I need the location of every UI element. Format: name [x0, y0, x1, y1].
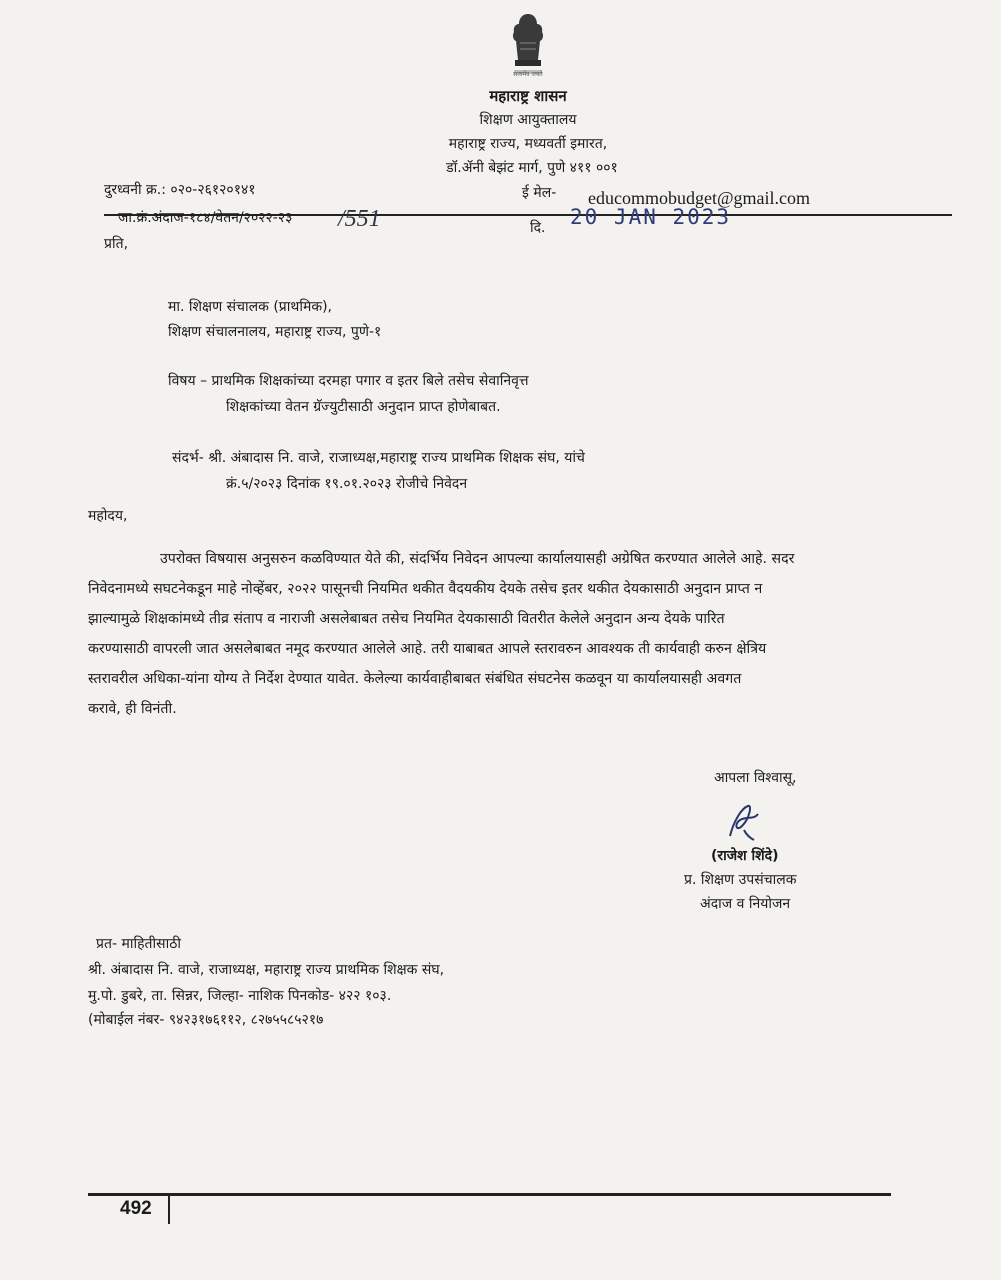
- footer-divider: [88, 1193, 891, 1196]
- prati-label: प्रति,: [104, 236, 129, 252]
- recipient-line1: मा. शिक्षण संचालक (प्राथमिक),: [168, 299, 332, 315]
- email-label: ई मेल-: [522, 185, 557, 201]
- signatory-department: अंदाज व नियोजन: [700, 896, 791, 912]
- body-line: झाल्यामुळे शिक्षकांमध्ये तीव्र संताप व नाराजी असलेबाबत तसेच नियमित देयकासाठी वितरीत केलेले अनुदान अन्य देयके पारित: [88, 611, 725, 627]
- office-address-line2: डॉ.ॲनी बेझंट मार्ग, पुणे ४११ ००१: [446, 160, 618, 176]
- closing-yours: आपला विश्वासू,: [714, 770, 797, 786]
- reference-number: जा.क्रं.अंदाज-१८४/वेतन/२०२२-२३: [118, 210, 293, 226]
- body-line: करण्यासाठी वापरली जात असलेबाबत नमूद करण्यात आलेले आहे. तरी याबाबत आपले स्तरावरुन आवश्यक ती कार्यवाही करुन क्षेत्रिय: [88, 641, 767, 657]
- page-number: 492: [120, 1198, 152, 1219]
- sandarbh-line1: संदर्भ- श्री. अंबादास नि. वाजे, राजाध्यक्ष,महाराष्ट्र राज्य प्राथमिक शिक्षक संघ, यांचे: [172, 450, 585, 466]
- phone-number: दुरध्वनी क्र.: ०२०-२६१२०१४१: [104, 182, 256, 198]
- date-label: दि.: [530, 220, 546, 236]
- office-address-line1: महाराष्ट्र राज्य, मध्यवर्ती इमारत,: [448, 136, 608, 152]
- body-line: करावे, ही विनंती.: [88, 701, 177, 717]
- signature-icon: [724, 802, 764, 844]
- signatory-designation: प्र. शिक्षण उपसंचालक: [684, 872, 797, 888]
- copy-line2: मु.पो. डुबरे, ता. सिन्नर, जिल्हा- नाशिक पिनकोड- ४२२ १०३.: [88, 988, 392, 1004]
- body-line: स्तरावरील अधिका-यांना योग्य ते निर्देश देण्यात यावेत. केलेल्या कार्यवाहीबाबत संबंधित संघटनेस कळवून या कार्यालयासही अवगत: [88, 671, 742, 687]
- subject-line2: शिक्षकांच्या वेतन ग्रॅज्युटीसाठी अनुदान प्राप्त होणेबाबत.: [226, 399, 501, 415]
- copy-line1: श्री. अंबादास नि. वाजे, राजाध्यक्ष, महाराष्ट्र राज्य प्राथमिक शिक्षक संघ,: [88, 962, 445, 978]
- email-address[interactable]: educommobudget@gmail.com: [588, 188, 811, 208]
- body-line: निवेदनामध्ये सघटनेकडून माहे नोव्हेंबर, २०२२ पासूनची नियमित थकीत वैदयकीय देयके तसेच इतर थकीत देयकासाठी अनुदान प्राप्त न: [88, 581, 763, 597]
- handwritten-number: /551: [338, 206, 381, 232]
- copy-line3: (मोबाईल नंबर- ९४२३१७६११२, ८२७५५८५२१७: [88, 1012, 324, 1028]
- office-name: शिक्षण आयुक्तालय: [479, 112, 577, 128]
- body-line: उपरोक्त विषयास अनुसरुन कळविण्यात येते की, संदर्भिय निवेदन आपल्या कार्यालयासही अग्रेषित करण्यात आलेले आहे. सदर: [160, 551, 795, 567]
- salutation: महोदय,: [88, 508, 128, 524]
- copy-label: प्रत- माहितीसाठी: [96, 936, 181, 952]
- government-name: महाराष्ट्र शासन: [489, 87, 567, 105]
- signatory-name: (राजेश शिंदे): [711, 848, 779, 864]
- date-stamp: 20 JAN 2023: [570, 205, 732, 229]
- subject-line1: विषय – प्राथमिक शिक्षकांच्या दरमहा पगार व इतर बिले तसेच सेवानिवृत्त: [168, 373, 529, 389]
- recipient-line2: शिक्षण संचालनालय, महाराष्ट्र राज्य, पुणे-१: [168, 324, 382, 340]
- emblem-motto: सत्यमेव जयते: [513, 71, 543, 78]
- sandarbh-line2: क्रं.५/२०२३ दिनांक १९.०१.२०२३ रोजीचे निवेदन: [226, 476, 468, 492]
- body-paragraph: [88, 544, 972, 724]
- footer-page-separator: [168, 1196, 170, 1224]
